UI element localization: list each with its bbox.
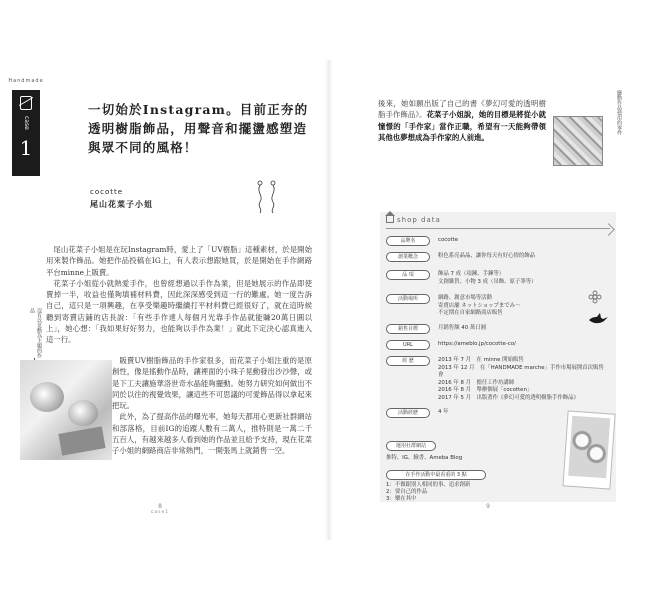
paragraph: 販賣UV樹脂飾品的手作家很多，而花菜子小姐注重的是原創性，像是搖動作品時，讓裡面的小珠子晃動發出沙沙聲，或是下工夫讓施華洛世奇水晶能夠擺動。她努力研究如何做出不同於以往的視覺效果，讓這些不可思議的可愛飾品得以拿起來把玩。	[112, 356, 312, 411]
social-block	[386, 441, 462, 461]
row-value: 2013 年 7 月 在 minne 開始販售	[438, 357, 524, 363]
row-value: 4 年	[438, 409, 449, 415]
row-value: 文創雜貨、小物 3 成（吊飾、原子筆等）	[438, 278, 537, 285]
product-photo	[20, 360, 112, 460]
shop-data-title: shop data	[397, 216, 441, 224]
resin-bowl-shape	[68, 400, 98, 426]
shop-url-link[interactable]: https://ameblo.jp/cocotte-co/	[438, 341, 516, 347]
row-value: 2017 年 5 月 出版著作《夢幻可愛的透明樹脂手作飾品》	[438, 394, 579, 401]
social-label: 運用社群網站	[386, 441, 436, 451]
page-number: 8	[158, 503, 162, 510]
page-sub-label: case1	[150, 510, 170, 515]
body-text-top	[46, 244, 312, 346]
article-headline: 一切始於Instagram。目前正夯的透明樹脂飾品，用聲音和擺盪感塑造與眾不同的風格！	[88, 102, 309, 155]
row-value: 2013 年 12 月 在「HANDMADE marche」手作市場展開首次販售會	[438, 364, 604, 378]
paragraph: 此外，為了提高作品的曝光率，她每天都用心更新社群網站和部落格，目前IG的追蹤人數有二萬人，推特則是一萬二千五百人，有越來越多人看到她的作品並且給予支持，現在花菜子小姐的網路商店非常熱門，一開張馬上就銷售一空。	[112, 412, 312, 456]
row-label: 創業概念	[386, 252, 430, 262]
house-icon	[386, 216, 394, 223]
parts-photo	[553, 116, 603, 166]
row-value: 月銷售額 40 萬日圓	[438, 325, 487, 331]
flower-doodle-icon	[588, 290, 602, 304]
row-label: URL	[386, 340, 430, 350]
row-value: 2016 年 8 月 擔任工作坊講師	[438, 379, 515, 386]
earring-illustration-icon	[268, 180, 278, 214]
row-value: 粉色系亮晶晶、讓你每天有好心情的飾品	[438, 253, 536, 259]
polaroid-photo	[562, 410, 615, 489]
priority-item: 1：不做跟別人相同的事、追求創新	[386, 482, 471, 488]
row-label: 活動場所	[386, 294, 430, 304]
right-intro	[378, 98, 546, 143]
row-value: 寄賣店舖 ネットショップまでみ〜	[438, 302, 521, 309]
row-label: 品 項	[386, 270, 430, 280]
persona-name-en: cocotte	[90, 188, 124, 196]
photo-caption: 沒有以晃動為主題的作品	[22, 308, 42, 358]
persona-name-zh: 尾山花菜子小姐	[90, 199, 153, 209]
polaroid-image	[568, 416, 610, 479]
parts-photo-caption: 擺動作品使用的零件	[616, 90, 622, 135]
spool-icon	[20, 96, 32, 110]
resin-bowl-shape	[30, 382, 64, 412]
row-label: 活動經歷	[386, 408, 430, 418]
priority-block	[386, 470, 486, 503]
row-value: 飾品 7 成（項鍊、手鍊等）	[438, 271, 505, 277]
gift-box-shape	[58, 426, 105, 455]
earring-illustration-icon	[255, 180, 265, 214]
page-number-right	[478, 503, 498, 510]
persona-block	[90, 186, 153, 210]
shop-data-header	[386, 216, 441, 224]
bird-illustration-icon	[587, 312, 609, 326]
row-value: 2016 年 8 月 舉辦個展「cocotten」	[438, 387, 533, 393]
paragraph: 花菜子小姐從小就熱愛手作，也曾經想過以手作為業，但是她展示的作品即使賣掉一半，收益也僅夠填補材料費，因此深深感受到這一行的難處。她一度告訴自己，這只是一項興趣，在享受樂趣時繼續打平材料費已經很好了，就在這時候聽到寄賣店鋪的店長說：「有些手作達人每個月光靠手作品就能賺20萬日圓以上」，她心想：「我如果好好努力，也能夠以手作為業！」就此下定決心認真進入這一行。	[46, 278, 312, 345]
page-number-left	[150, 503, 170, 515]
priority-item: 3：樂在其中	[386, 496, 417, 502]
gutter	[325, 60, 333, 540]
row-label: 銷售目標	[386, 324, 430, 334]
intro-lead: 後來，她如願出版了自己的書《夢幻可愛的透明樹脂手作飾品》。	[378, 99, 546, 120]
body-text-bottom	[112, 355, 312, 457]
row-value: 不定期在自家網路商店販售	[438, 310, 503, 316]
priority-label: 在手作活動中最看重的 3 點	[386, 470, 486, 480]
case-badge	[8, 78, 44, 176]
paragraph: 尾山花菜子小姐是在玩Instagram時，愛上了「UV樹脂」這種素材，於是開始用來製作飾品。她把作品投稿在IG上，有人表示想跟她買，於是開始在手作網路平台minne上販賣。	[46, 245, 312, 277]
case-word: case	[23, 116, 30, 130]
priority-item: 2：要自己的作品	[386, 489, 428, 495]
page-number: 9	[486, 503, 490, 510]
row-value: cocotte	[438, 237, 459, 243]
row-value: 網路、創意市場等活動	[438, 295, 492, 301]
header-divider	[386, 228, 610, 229]
social-value: 推特、IG、臉書、Ameba Blog	[386, 455, 463, 461]
row-label: 經 歷	[386, 356, 430, 366]
row-label: 品牌名	[386, 236, 430, 246]
case-number: 1	[19, 136, 33, 160]
handmade-label: Handmade	[8, 78, 44, 84]
intro-bold: 花菜子小姐說，她的目標是將從小就憧憬的「手作家」當作正職，希望有一天能夠帶領其他也夢想成為手作家的人前進。	[378, 110, 546, 142]
